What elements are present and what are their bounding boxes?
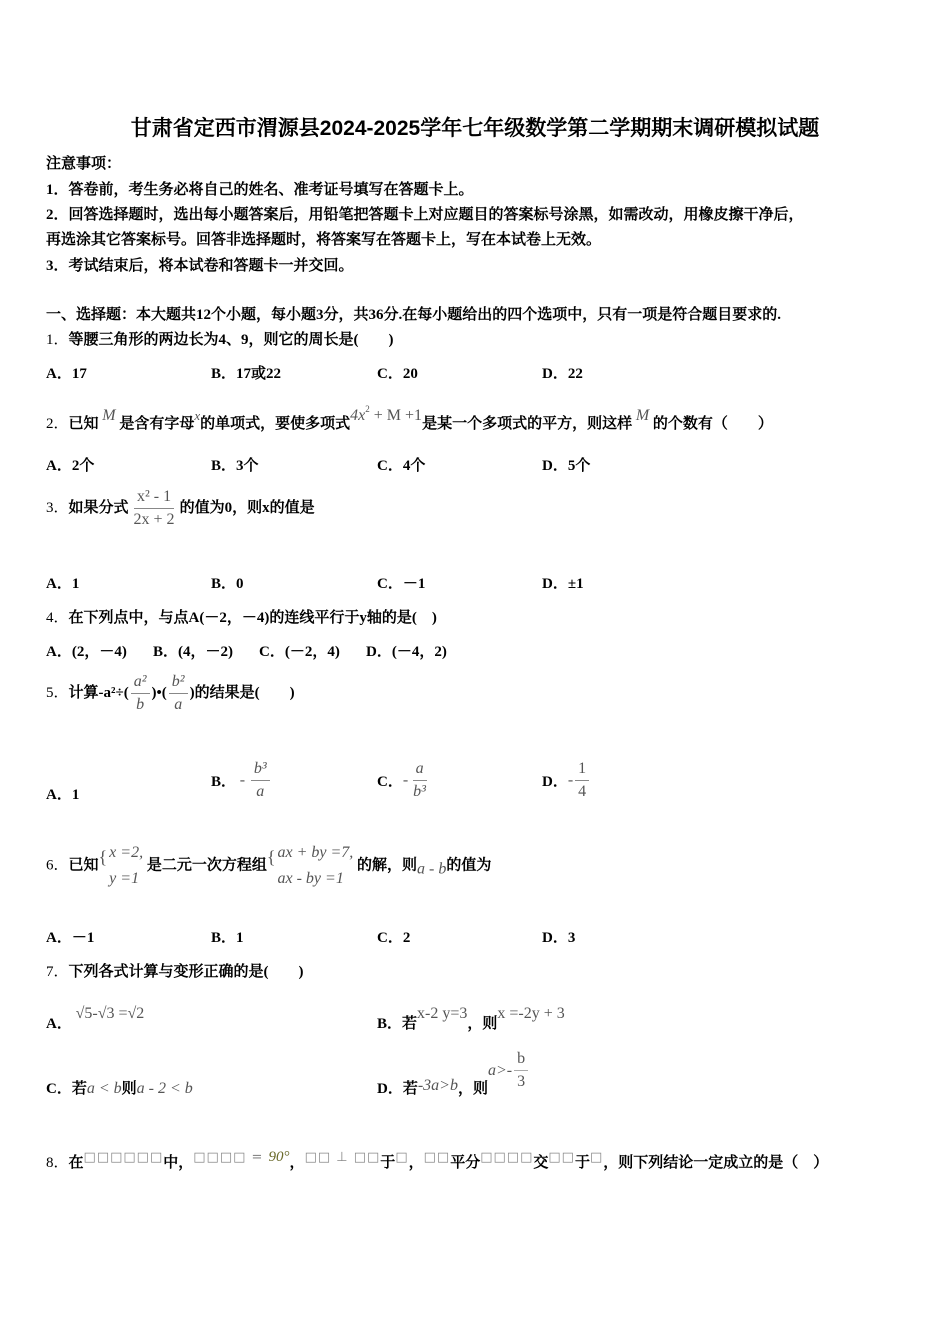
question-text: 在下列点中，与点A(－2，－4)的连线平行于y轴的是( ) xyxy=(68,610,437,626)
question-text: 等腰三角形的两边长为4、9，则它的周长是( ) xyxy=(68,332,394,348)
fraction xyxy=(410,760,429,801)
question-number: 1． xyxy=(46,332,69,348)
fraction xyxy=(575,760,589,801)
q5-option-b xyxy=(211,760,272,801)
q2-option-d: D．5个 xyxy=(542,458,591,474)
q3-option-c: C．－1 xyxy=(377,576,426,592)
math-term: + M +1 xyxy=(373,407,423,424)
text-segment: 的值为0，则x的值是 xyxy=(179,499,315,516)
notes-heading: 注意事项： xyxy=(46,156,122,172)
q2-option-a: A．2个 xyxy=(46,458,95,474)
text-segment: 中， xyxy=(163,1155,194,1171)
math-var-x: x xyxy=(194,408,201,423)
q4-option-a: A．(2，－4) xyxy=(46,644,127,660)
q6-option-d: D．3 xyxy=(542,930,576,946)
question-5 xyxy=(46,673,295,714)
text-segment: 是二元一次方程组 xyxy=(146,857,267,874)
math-expression: x-2 y=3 xyxy=(417,1005,468,1022)
q2-option-b: B．3个 xyxy=(211,458,259,474)
option-label: B． xyxy=(211,774,237,790)
section-heading: 一、选择题：本大题共12个小题，每小题3分，共36分.在每小题给出的四个选项中，只有一项是符合题目要求的. xyxy=(46,307,782,323)
fraction xyxy=(131,488,178,529)
text-segment: ，则 xyxy=(457,1081,488,1097)
option-label: B．若 xyxy=(377,1016,418,1032)
math-expression: a < b xyxy=(86,1080,122,1097)
text-segment: 已知 xyxy=(68,416,99,432)
brace-icon: { xyxy=(98,846,108,867)
equation-row: x =2, xyxy=(109,844,144,861)
q1-option-b: B．17或22 xyxy=(211,366,282,382)
text-segment: 于 xyxy=(574,1155,590,1171)
fraction-numerator: b³ xyxy=(251,760,270,781)
math-exponent: 2 xyxy=(365,404,370,414)
question-number: 7． xyxy=(46,964,69,980)
fraction xyxy=(169,673,188,714)
q5-option-d xyxy=(542,760,591,801)
question-text: 下列各式计算与变形正确的是( ) xyxy=(68,964,304,980)
missing-glyph-placeholder: □□ xyxy=(548,1150,575,1165)
q1-option-c: C．20 xyxy=(377,366,418,382)
text-segment: 的解，则 xyxy=(357,857,418,874)
q6-option-a: A．－1 xyxy=(46,930,95,946)
fraction-denominator: 3 xyxy=(517,1073,526,1090)
brace-icon: { xyxy=(266,846,276,867)
question-8 xyxy=(46,1149,828,1172)
question-2 xyxy=(46,404,773,433)
text-segment: 的值为 xyxy=(446,857,492,874)
fraction-denominator: a xyxy=(174,696,183,713)
question-number: 6． xyxy=(46,857,69,874)
missing-glyph-placeholder: □□□□ xyxy=(480,1150,534,1165)
math-term: 4x xyxy=(350,407,366,424)
text-segment: 的单项式，要使多项式 xyxy=(200,416,351,432)
fraction-denominator: b xyxy=(136,696,145,713)
q5-option-c xyxy=(377,760,431,801)
question-7 xyxy=(46,960,304,981)
text-segment: 如果分式 xyxy=(68,499,129,516)
q4-option-d: D．(－4，2) xyxy=(366,644,447,660)
fraction-numerator: a² xyxy=(131,673,150,694)
option-label: C． xyxy=(377,774,403,790)
question-number: 5． xyxy=(46,684,69,701)
option-label: D．若 xyxy=(377,1081,418,1097)
text-segment: ， xyxy=(289,1155,305,1171)
question-number: 8． xyxy=(46,1155,69,1171)
text-segment: ，则下列结论一定成立的是（ ） xyxy=(603,1155,829,1171)
q7-option-c xyxy=(46,1077,193,1098)
math-expression: a>- xyxy=(487,1062,513,1079)
math-var-m: M xyxy=(635,407,650,424)
option-label: D． xyxy=(542,774,568,790)
text-segment: 是某一个多项式的平方，则这样 xyxy=(422,416,633,432)
fraction-numerator: b xyxy=(514,1050,528,1071)
text-segment: 计算-a²÷( xyxy=(68,684,129,701)
question-3 xyxy=(46,488,315,529)
missing-glyph-placeholder: □ xyxy=(589,1150,604,1165)
note-item-3: 3．考试结束后，将本试卷和答题卡一并交回。 xyxy=(46,258,354,274)
exam-title: 甘肃省定西市渭源县2024-2025学年七年级数学第二学期期末调研模拟试题 xyxy=(130,117,820,140)
note-item-1: 1．答卷前，考生务必将自己的姓名、准考证号填写在答题卡上。 xyxy=(46,182,474,198)
missing-glyph-placeholder: □□ ⊥ □□ xyxy=(304,1150,381,1165)
text-segment: ， xyxy=(408,1155,424,1171)
math-expression: a - 2 < b xyxy=(136,1080,193,1097)
q6-option-c: C．2 xyxy=(377,930,411,946)
text-segment: 的个数有（ ） xyxy=(652,416,773,432)
text-segment: 交 xyxy=(533,1155,549,1171)
fraction-numerator: b² xyxy=(169,673,188,694)
minus-sign: - xyxy=(402,771,409,789)
q7-option-a xyxy=(46,1005,144,1033)
text-segment: 则 xyxy=(121,1081,137,1097)
option-label: C．若 xyxy=(46,1081,87,1097)
equation-row: y =1 xyxy=(109,870,140,887)
math-expression: √5-√3 =√2 xyxy=(75,1005,145,1022)
equation-system xyxy=(267,840,353,892)
math-expression: x =-2y + 3 xyxy=(497,1005,565,1022)
question-6 xyxy=(46,840,491,892)
q4-option-b: B．(4，－2) xyxy=(153,644,233,660)
option-label: A． xyxy=(46,1016,72,1032)
question-1 xyxy=(46,328,394,349)
fraction xyxy=(251,760,270,801)
q7-option-b xyxy=(377,1005,565,1033)
question-number: 4． xyxy=(46,610,69,626)
math-var-m: M xyxy=(102,407,116,424)
fraction-numerator: x² - 1 xyxy=(134,488,174,509)
fraction-numerator: 1 xyxy=(575,760,589,781)
math-polynomial xyxy=(350,404,423,424)
fraction xyxy=(131,673,150,714)
fraction xyxy=(514,1050,528,1091)
text-segment: )的结果是( ) xyxy=(189,684,295,701)
q5-option-a xyxy=(46,783,79,804)
q6-option-b: B．1 xyxy=(211,930,244,946)
minus-sign: - xyxy=(567,771,574,789)
question-number: 3． xyxy=(46,499,69,516)
angle-value: 90° xyxy=(268,1149,290,1165)
missing-glyph-placeholder: □ xyxy=(395,1150,409,1165)
minus-sign: - xyxy=(239,771,246,789)
q1-option-d: D．22 xyxy=(542,366,583,382)
equation-system-solution xyxy=(99,840,144,892)
text-segment: 已知 xyxy=(68,857,99,874)
equation-row: ax + by =7, xyxy=(277,844,354,861)
q2-option-c: C．4个 xyxy=(377,458,426,474)
text-segment: 在 xyxy=(68,1155,84,1171)
text-segment: 是含有字母 xyxy=(119,416,195,432)
note-item-2: 2．回答选择题时，选出每小题答案后，用铅笔把答题卡上对应题目的答案标号涂黑，如需改动，用橡皮擦干净后， xyxy=(46,207,804,223)
text-segment: 平分 xyxy=(450,1155,481,1171)
fraction-denominator: 2x + 2 xyxy=(133,511,175,528)
fraction-denominator: b³ xyxy=(413,783,426,800)
fraction-denominator: a xyxy=(256,783,265,800)
q4-option-c: C．(－2，4) xyxy=(259,644,340,660)
fraction-numerator: a xyxy=(413,760,427,781)
option-label: A． xyxy=(46,787,72,803)
equation-row: ax - by =1 xyxy=(277,870,344,887)
text-segment: ，则 xyxy=(467,1016,498,1032)
fraction-denominator: 4 xyxy=(578,783,587,800)
text-segment: )•( xyxy=(151,684,167,701)
q3-option-a: A．1 xyxy=(46,576,80,592)
missing-glyph-placeholder: □□□□ = xyxy=(193,1150,269,1165)
q3-option-d: D．±1 xyxy=(542,576,584,592)
question-4 xyxy=(46,606,437,627)
missing-glyph-placeholder: □□ xyxy=(423,1150,451,1165)
missing-glyph-placeholder: □□□□□□ xyxy=(83,1150,164,1165)
q3-option-b: B．0 xyxy=(211,576,244,592)
option-value: 1 xyxy=(71,787,80,803)
q1-option-a: A．17 xyxy=(46,366,87,382)
math-expression: a - b xyxy=(417,860,447,878)
question-number: 2． xyxy=(46,416,69,432)
q7-option-d xyxy=(377,1050,530,1098)
note-item-2-cont: 再选涂其它答案标号。回答非选择题时，将答案写在答题卡上，写在本试卷上无效。 xyxy=(46,232,602,248)
text-segment: 于 xyxy=(380,1155,396,1171)
math-expression: -3a>b xyxy=(417,1077,458,1094)
